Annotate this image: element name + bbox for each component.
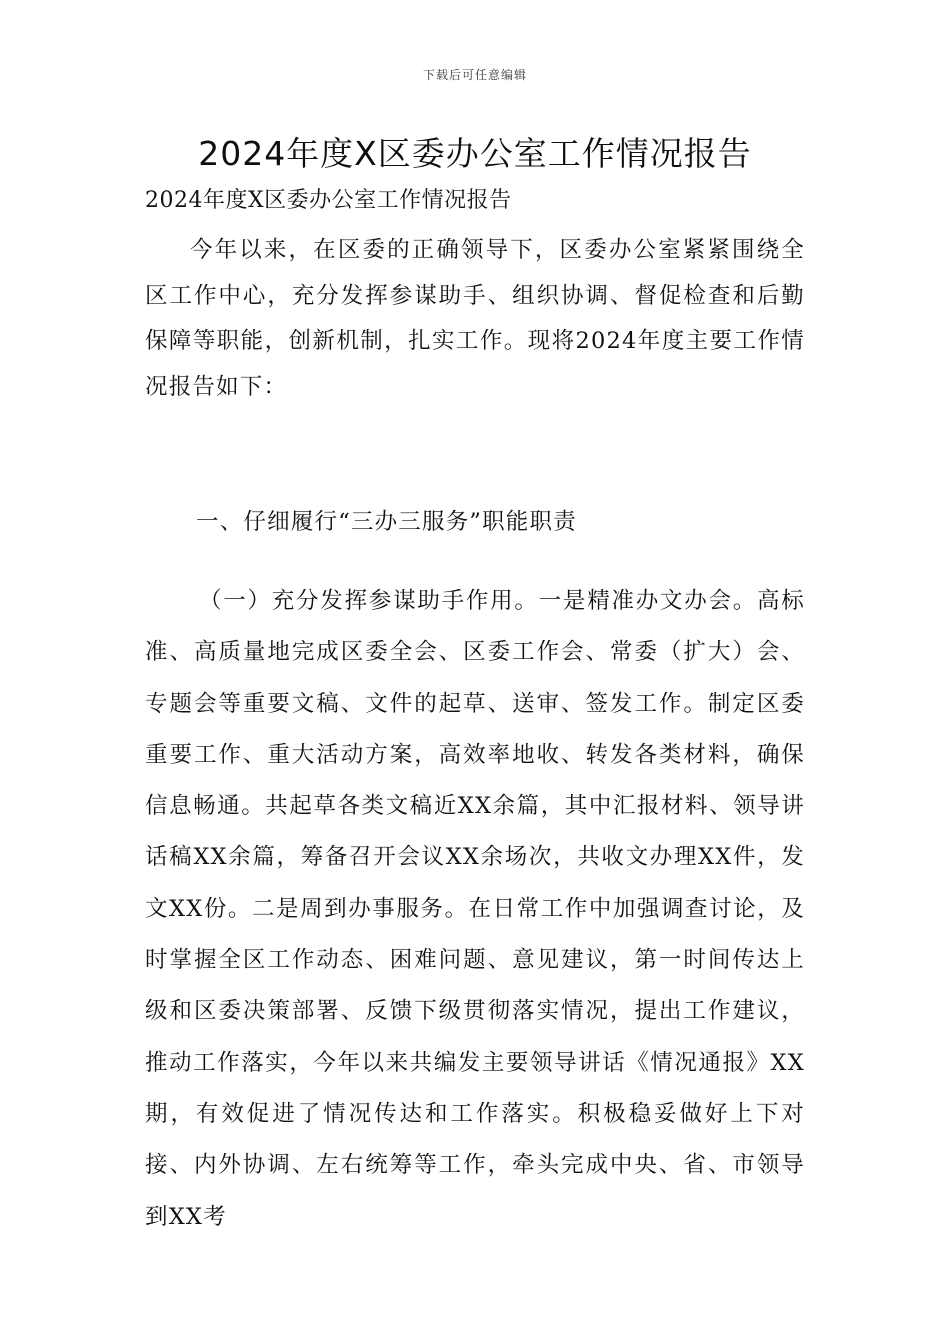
document-title: 2024年度X区委办公室工作情况报告: [198, 134, 752, 173]
intro-paragraph: 今年以来，在区委的正确领导下，区委办公室紧紧围绕全区工作中心，充分发挥参谋助手、组织协调、督促检查和后勤保障等职能，创新机制，扎实工作。现将2024年度主要工作情况报告如下：: [145, 237, 805, 400]
document-subtitle: 2024年度X区委办公室工作情况报告: [145, 188, 512, 213]
header-note: 下载后可任意编辑: [422, 68, 527, 82]
section-heading: 一、仔细履行“三办三服务”职能职责: [196, 509, 577, 535]
section-paragraph: （一）充分发挥参谋助手作用。一是精准办文办会。高标准、高质量地完成区委全会、区委工作会、常委（扩大）会、专题会等重要文稿、文件的起草、送审、签发工作。制定区委重要工作、重大活动方案，高效率地收、转发各类材料，确保信息畅通。共起草各类文稿近XX余篇，其中汇报材料、领导讲话稿XX余篇，筹备召开会议XX余场次，共收文办理XX件，发文XX份。二是周到办事服务。在日常工作中加强调查讨论，及时掌握全区工作动态、困难问题、意见建议，第一时间传达上级和区委决策部署、反馈下级贯彻落实情况，提出工作建议，推动工作落实，今年以来共编发主要领导讲话《情况通报》XX期，有效促进了情况传达和工作落实。积极稳妥做好上下对接、内外协调、左右统筹等工作，牵头完成中央、省、市领导到XX考: [145, 588, 805, 1230]
